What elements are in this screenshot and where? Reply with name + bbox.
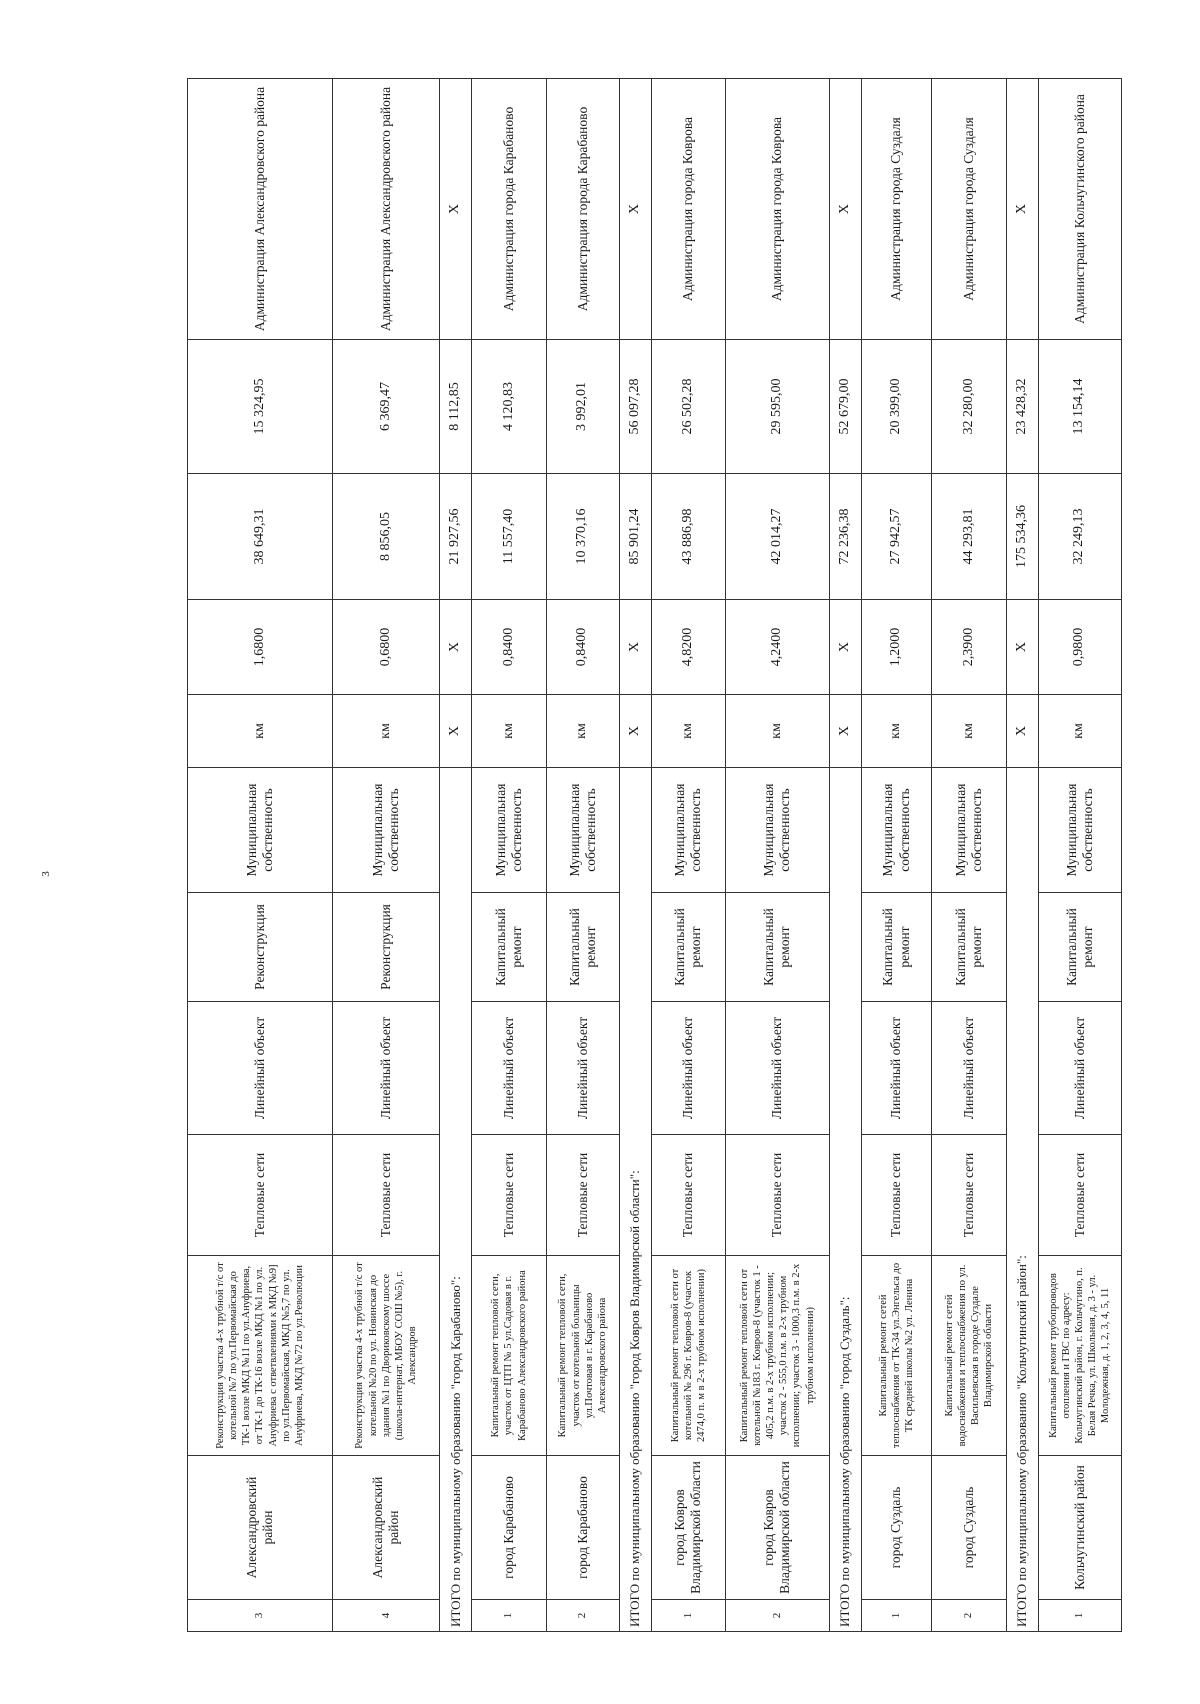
cost-total-cell: 72 236,38 — [829, 474, 861, 600]
length-cell: 0,8400 — [546, 600, 619, 695]
total-row — [1006, 79, 1038, 1632]
network-type-cell: Тепловые сети — [472, 1135, 546, 1256]
page-number: 3 — [40, 871, 52, 877]
network-type-cell: Тепловые сети — [651, 1135, 725, 1256]
object-name-cell: Капитальный ремонт трубопроводов отопления и ГВС по адресу: Кольчугинский район, г. Кольчугино, п. Белая Речка, ул. Школьная, д. 3 - ул. Молодежная, д. 1, 2, 3, 4, 5, 11 — [1038, 1256, 1121, 1456]
municipality-cell: город Карабаново — [546, 1456, 619, 1600]
ownership-cell: Муниципальная собственность — [932, 768, 1006, 893]
customer-cell: X — [440, 79, 472, 340]
object-type-cell: Линейный объект — [546, 1002, 619, 1135]
rotated-table-wrapper — [187, 79, 1122, 1632]
object-name-cell: Капитальный ремонт сетей теплоснабжения от ТК-34 ул.Энгельса до ТК средней школы №2 ул. Ленина — [861, 1256, 932, 1456]
total-label: ИТОГО по муниципальному образованию "город Карабаново": — [440, 768, 472, 1632]
work-type-cell: Реконструкция — [188, 893, 333, 1002]
work-type-cell: Капитальный ремонт — [1038, 893, 1121, 1002]
unit-cell: км — [932, 695, 1006, 768]
municipality-cell: город Карабаново — [472, 1456, 546, 1600]
length-cell: X — [440, 600, 472, 695]
length-cell: X — [829, 600, 861, 695]
row-number-cell: 2 — [932, 1600, 1006, 1632]
unit-cell: км — [546, 695, 619, 768]
cost-year-cell: 26 502,28 — [651, 340, 725, 474]
network-type-cell: Тепловые сети — [188, 1135, 333, 1256]
object-type-cell: Линейный объект — [333, 1002, 440, 1135]
customer-cell: Администрация города Суздаля — [861, 79, 932, 340]
municipality-cell: Александровский район — [333, 1456, 440, 1600]
length-cell: 4,8200 — [651, 600, 725, 695]
length-cell: 2,3900 — [932, 600, 1006, 695]
network-type-cell: Тепловые сети — [1038, 1135, 1121, 1256]
cost-year-cell: 56 097,28 — [619, 340, 651, 474]
customer-cell: X — [619, 79, 651, 340]
unit-cell: км — [861, 695, 932, 768]
cost-year-cell: 6 369,47 — [333, 340, 440, 474]
object-name-cell: Реконструкция участка 4-х трубной т/с от котельной №7 по ул.Первомайская до ТК-1 возле МКД №11 по ул.Ануфриева, от ТК-1 до ТК-16 возле МКД №1 по ул. Ануфриева с ответвлениями к МКД №9] по ул.Первомайская, МКД №5,7 по ул. Ануфриева, МКД №72 по ул.Революции — [188, 1256, 333, 1456]
row-number-cell: 1 — [472, 1600, 546, 1632]
network-type-cell: Тепловые сети — [546, 1135, 619, 1256]
unit-cell: X — [829, 695, 861, 768]
network-type-cell: Тепловые сети — [725, 1135, 829, 1256]
table-row — [333, 79, 440, 1632]
investment-program-table — [187, 78, 1122, 1632]
length-cell: 1,2000 — [861, 600, 932, 695]
row-number-cell: 1 — [1038, 1600, 1121, 1632]
municipality-cell: город Суздаль — [861, 1456, 932, 1600]
cost-year-cell: 52 679,00 — [829, 340, 861, 474]
length-cell: 4,2400 — [725, 600, 829, 695]
length-cell: 0,8400 — [472, 600, 546, 695]
total-row — [829, 79, 861, 1632]
cost-year-cell: 8 112,85 — [440, 340, 472, 474]
cost-year-cell: 20 399,00 — [861, 340, 932, 474]
cost-total-cell: 44 293,81 — [932, 474, 1006, 600]
work-type-cell: Капитальный ремонт — [472, 893, 546, 1002]
length-cell: 0,6800 — [333, 600, 440, 695]
cost-total-cell: 32 249,13 — [1038, 474, 1121, 600]
table-row — [932, 79, 1006, 1632]
customer-cell: Администрация города Коврова — [725, 79, 829, 340]
work-type-cell: Реконструкция — [333, 893, 440, 1002]
unit-cell: км — [188, 695, 333, 768]
cost-year-cell: 3 992,01 — [546, 340, 619, 474]
table-row — [725, 79, 829, 1632]
ownership-cell: Муниципальная собственность — [333, 768, 440, 893]
ownership-cell: Муниципальная собственность — [188, 768, 333, 893]
object-name-cell: Реконструкция участка 4-х трубной т/с от котельной №20 по ул. Новинская до здания №1 по Двориковскому шоссе (школа-интернат, МБОУ СОШ №5), г. Александров — [333, 1256, 440, 1456]
customer-cell: Администрация города Карабаново — [546, 79, 619, 340]
object-name-cell: Капитальный ремонт тепловой сети от котельной № 296 г. Ковров-8 (участок 2474,0 п. м в 2-х трубном исполнении) — [651, 1256, 725, 1456]
network-type-cell: Тепловые сети — [932, 1135, 1006, 1256]
cost-total-cell: 42 014,27 — [725, 474, 829, 600]
object-type-cell: Линейный объект — [651, 1002, 725, 1135]
work-type-cell: Капитальный ремонт — [651, 893, 725, 1002]
municipality-cell: Кольчугинский район — [1038, 1456, 1121, 1600]
customer-cell: Администрация города Коврова — [651, 79, 725, 340]
cost-year-cell: 29 595,00 — [725, 340, 829, 474]
ownership-cell: Муниципальная собственность — [1038, 768, 1121, 893]
customer-cell: Администрация города Суздаля — [932, 79, 1006, 340]
ownership-cell: Муниципальная собственность — [472, 768, 546, 893]
total-label: ИТОГО по муниципальному образованию "город Ковров Владимирской области": — [619, 768, 651, 1632]
cost-year-cell: 32 280,00 — [932, 340, 1006, 474]
length-cell: X — [619, 600, 651, 695]
unit-cell: км — [472, 695, 546, 768]
object-name-cell: Капитальный ремонт сетей водоснабжения и теплоснабжения по ул. Васильевская в городе Суздале Владимирской области — [932, 1256, 1006, 1456]
customer-cell: Администрация Александровского района — [333, 79, 440, 340]
object-type-cell: Линейный объект — [188, 1002, 333, 1135]
total-label: ИТОГО по муниципальному образованию "город Суздаль": — [829, 768, 861, 1632]
municipality-cell: город Ковров Владимирской области — [651, 1456, 725, 1600]
row-number-cell: 2 — [546, 1600, 619, 1632]
object-name-cell: Капитальный ремонт тепловой сети, участок от ЦТП № 5 ул.Садовая в г. Карабаново Александровского района — [472, 1256, 546, 1456]
total-label: ИТОГО по муниципальному образованию "Кольчугинский район": — [1006, 768, 1038, 1632]
cost-total-cell: 175 534,36 — [1006, 474, 1038, 600]
cost-year-cell: 15 324,95 — [188, 340, 333, 474]
unit-cell: X — [1006, 695, 1038, 768]
customer-cell: X — [829, 79, 861, 340]
table-row — [651, 79, 725, 1632]
table-row — [861, 79, 932, 1632]
cost-total-cell: 10 370,16 — [546, 474, 619, 600]
network-type-cell: Тепловые сети — [861, 1135, 932, 1256]
cost-total-cell: 8 856,05 — [333, 474, 440, 600]
cost-total-cell: 27 942,57 — [861, 474, 932, 600]
work-type-cell: Капитальный ремонт — [725, 893, 829, 1002]
municipality-cell: город Суздаль — [932, 1456, 1006, 1600]
municipality-cell: город Ковров Владимирской области — [725, 1456, 829, 1600]
unit-cell: X — [440, 695, 472, 768]
table-row — [472, 79, 546, 1632]
row-number-cell: 1 — [861, 1600, 932, 1632]
network-type-cell: Тепловые сети — [333, 1135, 440, 1256]
cost-year-cell: 13 154,14 — [1038, 340, 1121, 474]
work-type-cell: Капитальный ремонт — [546, 893, 619, 1002]
total-row — [440, 79, 472, 1632]
object-name-cell: Капитальный ремонт тепловой сети от котельной №183 г. Ковров-8 (участок 1 - 405,2 п.м. в 2-х трубном исполнении; участок 2 - 555,0 п.м. в 2-х трубном исполнении; участок 3 - 1000,3 п.м. в 2-х трубном исполнении) — [725, 1256, 829, 1456]
customer-cell: Администрация Александровского района — [188, 79, 333, 340]
table-row — [188, 79, 333, 1632]
length-cell: X — [1006, 600, 1038, 695]
customer-cell: X — [1006, 79, 1038, 340]
object-type-cell: Линейный объект — [472, 1002, 546, 1135]
cost-total-cell: 21 927,56 — [440, 474, 472, 600]
ownership-cell: Муниципальная собственность — [725, 768, 829, 893]
ownership-cell: Муниципальная собственность — [651, 768, 725, 893]
length-cell: 1,6800 — [188, 600, 333, 695]
row-number-cell: 4 — [333, 1600, 440, 1632]
cost-total-cell: 85 901,24 — [619, 474, 651, 600]
cost-total-cell: 43 886,98 — [651, 474, 725, 600]
ownership-cell: Муниципальная собственность — [861, 768, 932, 893]
cost-total-cell: 38 649,31 — [188, 474, 333, 600]
work-type-cell: Капитальный ремонт — [932, 893, 1006, 1002]
row-number-cell: 1 — [651, 1600, 725, 1632]
total-row — [619, 79, 651, 1632]
unit-cell: км — [333, 695, 440, 768]
customer-cell: Администрация города Карабаново — [472, 79, 546, 340]
row-number-cell: 2 — [725, 1600, 829, 1632]
table-row — [1038, 79, 1121, 1632]
length-cell: 0,9800 — [1038, 600, 1121, 695]
cost-year-cell: 23 428,32 — [1006, 340, 1038, 474]
object-name-cell: Капитальный ремонт тепловой сети, участок от котельной больницы ул.Почтовая в г. Карабаново Александровского района — [546, 1256, 619, 1456]
unit-cell: км — [725, 695, 829, 768]
object-type-cell: Линейный объект — [932, 1002, 1006, 1135]
object-type-cell: Линейный объект — [1038, 1002, 1121, 1135]
object-type-cell: Линейный объект — [861, 1002, 932, 1135]
ownership-cell: Муниципальная собственность — [546, 768, 619, 893]
cost-year-cell: 4 120,83 — [472, 340, 546, 474]
customer-cell: Администрация Кольчугинского района — [1038, 79, 1121, 340]
row-number-cell: 3 — [188, 1600, 333, 1632]
unit-cell: X — [619, 695, 651, 768]
work-type-cell: Капитальный ремонт — [861, 893, 932, 1002]
unit-cell: км — [1038, 695, 1121, 768]
table-body — [188, 79, 1122, 1632]
unit-cell: км — [651, 695, 725, 768]
object-type-cell: Линейный объект — [725, 1002, 829, 1135]
table-row — [546, 79, 619, 1632]
municipality-cell: Александровский район — [188, 1456, 333, 1600]
cost-total-cell: 11 557,40 — [472, 474, 546, 600]
